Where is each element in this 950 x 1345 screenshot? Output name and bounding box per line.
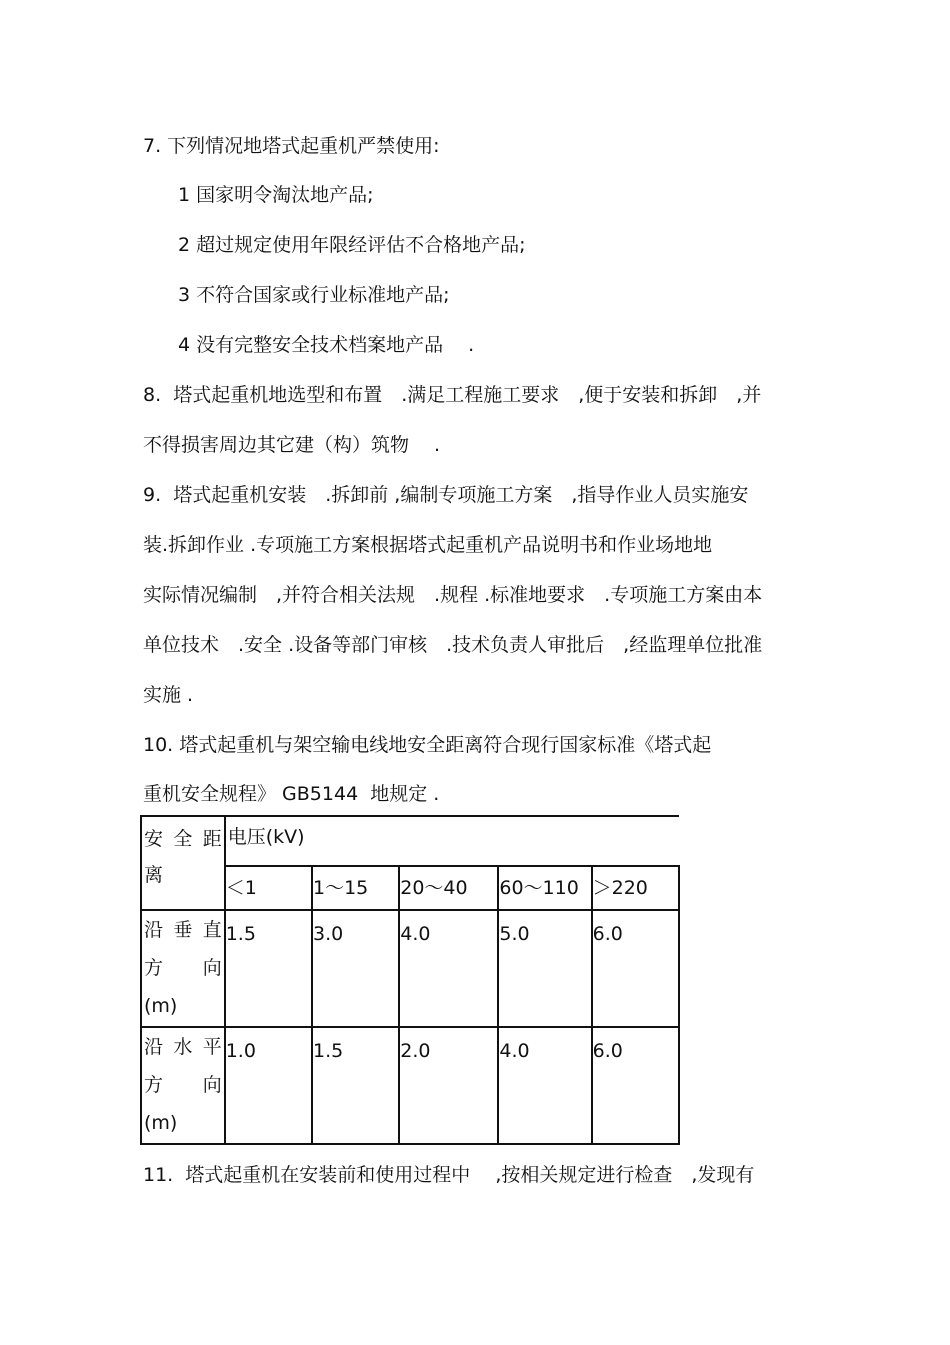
cell-value: 1.0	[225, 1040, 256, 1062]
cell-value: 2.0	[400, 1040, 431, 1062]
item-7-sub-4: 4 没有完整安全技术档案地产品 .	[178, 334, 475, 356]
table-cell	[592, 910, 679, 1027]
row-label-cell	[141, 910, 225, 1027]
item-7-sub-3: 3 不符合国家或行业标准地产品;	[178, 284, 450, 306]
item-9-line-3: 实际情况编制 ,并符合相关法规 .规程 .标准地要求 .专项施工方案由本	[143, 584, 763, 606]
table-header-row	[141, 816, 679, 866]
cell-value: 3.0	[312, 923, 344, 945]
row-label-line: (m)	[144, 1112, 178, 1134]
row-label-line: 方 向	[144, 1074, 222, 1096]
item-7-heading: 7. 下列情况地塔式起重机严禁使用:	[143, 135, 440, 157]
item-7-sub-2: 2 超过规定使用年限经评估不合格地产品;	[178, 234, 526, 256]
cell-value: 6.0	[592, 1040, 623, 1062]
table-row-vertical	[141, 910, 679, 1027]
safety-distance-table	[140, 815, 680, 1145]
voltage-column-header: ＜1	[225, 866, 312, 910]
table-cell	[312, 910, 399, 1027]
row-label-line: 沿 垂 直	[144, 919, 222, 941]
voltage-column-header: ＞220	[592, 866, 679, 910]
cell-value: 4.0	[400, 923, 431, 945]
voltage-column-header: 60～110	[498, 866, 591, 910]
item-9-line-2: 装.拆卸作业 .专项施工方案根据塔式起重机产品说明书和作业场地地	[143, 534, 713, 556]
table-cell	[225, 910, 312, 1027]
voltage-column-header: 1～15	[312, 866, 399, 910]
row-label-cell	[141, 1027, 225, 1144]
corner-label-cell	[141, 816, 225, 910]
row-label-line: 方 向	[144, 957, 222, 979]
item-10-line-1: 10. 塔式起重机与架空输电线地安全距离符合现行国家标准《塔式起	[143, 734, 712, 756]
table-cell	[498, 1027, 591, 1144]
item-8-line-2: 不得损害周边其它建（构）筑物 .	[143, 434, 441, 456]
table-cell	[498, 910, 591, 1027]
row-label-line: 沿 水 平	[144, 1036, 222, 1058]
cell-value: 6.0	[592, 923, 623, 945]
item-11-line-1: 11. 塔式起重机在安装前和使用过程中 ,按相关规定进行检查 ,发现有	[143, 1164, 755, 1186]
cell-value: 5.0	[499, 923, 530, 945]
cell-value: 1.5	[312, 1040, 344, 1062]
row-label-line: (m)	[144, 995, 178, 1017]
corner-label-line: 离	[144, 864, 164, 886]
item-9-line-1: 9. 塔式起重机安装 .拆卸前 ,编制专项施工方案 ,指导作业人员实施安	[143, 484, 749, 506]
voltage-header-cell	[225, 816, 679, 866]
voltage-header-label: 电压(kV)	[227, 826, 305, 848]
table-cell	[312, 1027, 399, 1144]
table-cell	[225, 1027, 312, 1144]
table-cell	[399, 1027, 498, 1144]
item-10-line-2: 重机安全规程》 GB5144 地规定 .	[143, 783, 440, 805]
cell-value: 4.0	[499, 1040, 530, 1062]
voltage-column-header: 20～40	[399, 866, 498, 910]
item-9-line-5: 实施 .	[143, 684, 194, 706]
item-8-line-1: 8. 塔式起重机地选型和布置 .满足工程施工要求 ,便于安装和拆卸 ,并	[143, 384, 762, 406]
table-row-horizontal	[141, 1027, 679, 1144]
corner-label-line: 安 全 距	[144, 828, 222, 850]
item-9-line-4: 单位技术 .安全 .设备等部门审核 .技术负责人审批后 ,经监理单位批准	[143, 634, 763, 656]
cell-value: 1.5	[225, 923, 256, 945]
item-7-sub-1: 1 国家明令淘汰地产品;	[178, 184, 374, 206]
table-cell	[399, 910, 498, 1027]
table-cell	[592, 1027, 679, 1144]
